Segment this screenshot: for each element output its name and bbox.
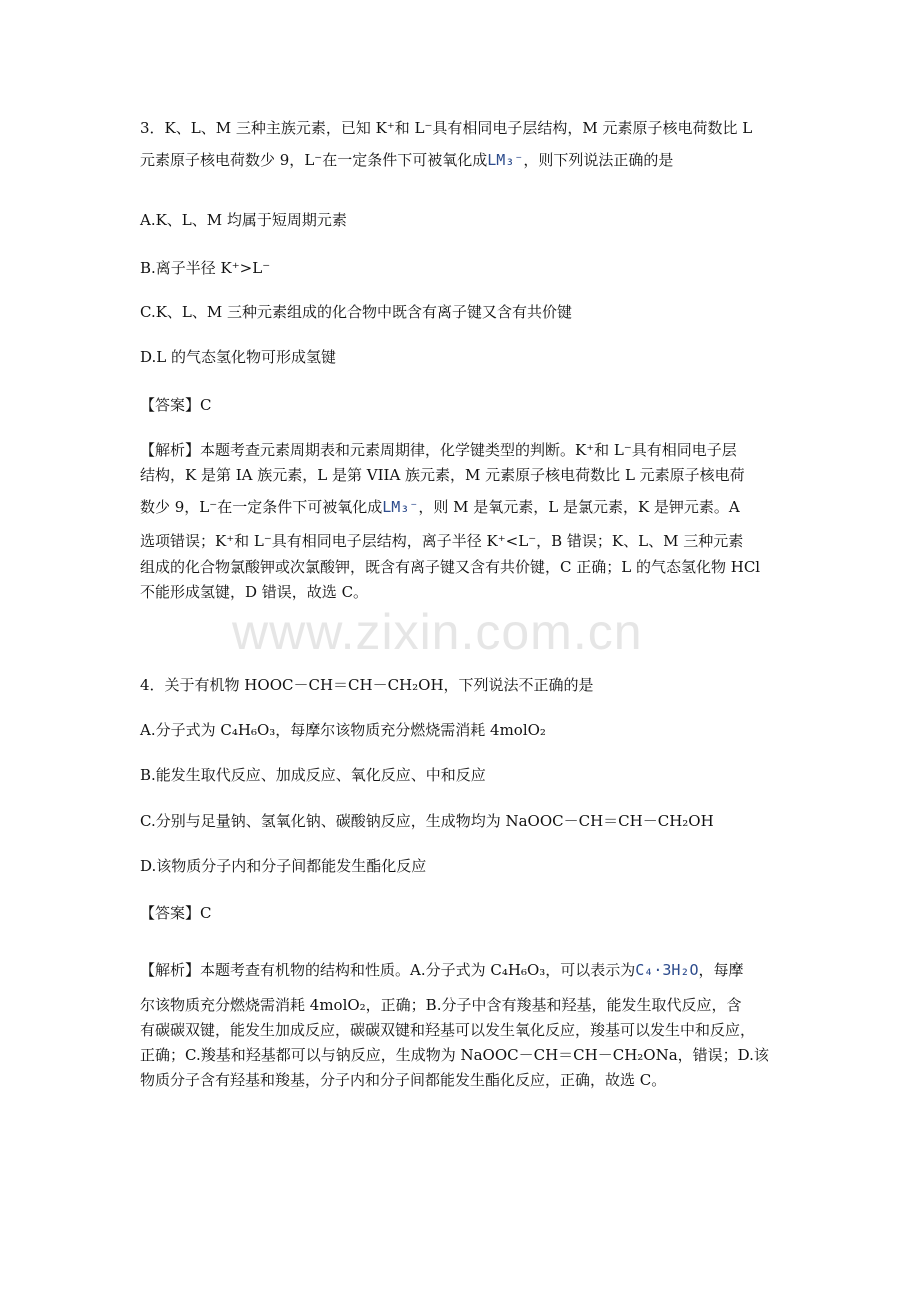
q4-answer: 【答案】C (140, 904, 212, 922)
q4-analysis-line-5: 物质分子含有羟基和羧基，分子内和分子间都能发生酯化反应，正确，故选 C。 (140, 1071, 667, 1089)
q3-analysis-line-3 (140, 497, 740, 517)
q4-option-b: B.能发生取代反应、加成反应、氧化反应、中和反应 (140, 766, 486, 784)
q4-option-d: D.该物质分子内和分子间都能发生酯化反应 (140, 857, 427, 875)
q3-option-c: C.K、L、M 三种元素组成的化合物中既含有离子键又含有共价键 (140, 303, 573, 321)
q4-option-c: C.分别与足量钠、氢氧化钠、碳酸钠反应，生成物均为 NaOOC－CH＝CH－CH₂OH (140, 812, 714, 830)
q3-analysis-line-3-text: 数少 9，L⁻在一定条件下可被氧化成 (140, 498, 383, 516)
formula-c4-3h2o-image: C₄·3H₂O (635, 961, 699, 979)
q4-analysis-line-2: 尔该物质充分燃烧需消耗 4molO₂，正确；B.分子中含有羧基和羟基，能发生取代反应，含 (140, 996, 742, 1014)
q4-analysis-line-1-text: 【解析】本题考查有机物的结构和性质。A.分子式为 C₄H₆O₃，可以表示为 (140, 961, 636, 979)
q3-option-a: A.K、L、M 均属于短周期元素 (140, 211, 347, 229)
q3-analysis-line-1: 【解析】本题考查元素周期表和元素周期律，化学键类型的判断。K⁺和 L⁻具有相同电子层 (140, 441, 737, 459)
watermark: www.zixin.com.cn (232, 604, 643, 660)
q3-analysis-line-4: 选项错误；K⁺和 L⁻具有相同电子层结构，离子半径 K⁺<L⁻，B 错误；K、L、M 三种元素 (140, 532, 744, 550)
q3-analysis-line-3-tail: ，则 M 是氧元素，L 是氯元素，K 是钾元素。A (418, 498, 740, 516)
q4-analysis-line-4: 正确；C.羧基和羟基都可以与钠反应，生成物为 NaOOC－CH＝CH－CH₂ONa，错误；D.该 (140, 1046, 769, 1064)
q4-analysis-line-1-tail: ，每摩 (698, 961, 744, 979)
q3-option-d: D.L 的气态氢化物可形成氢键 (140, 348, 336, 366)
q3-stem-line-2-tail: ，则下列说法正确的是 (523, 151, 674, 169)
q4-stem: 4．关于有机物 HOOC－CH＝CH－CH₂OH，下列说法不正确的是 (140, 676, 594, 694)
q3-analysis-line-2: 结构，K 是第 IA 族元素，L 是第 VIIA 族元素，M 元素原子核电荷数比 L 元素原子核电荷 (140, 466, 745, 484)
q3-analysis-line-6: 不能形成氢键，D 错误，故选 C。 (140, 583, 369, 601)
q4-analysis-line-3: 有碳碳双键，能发生加成反应，碳碳双键和羟基可以发生氧化反应，羧基可以发生中和反应， (140, 1021, 756, 1039)
formula-lm3-image: LM₃⁻ (382, 498, 419, 516)
formula-lm3-image: LM₃⁻ (487, 151, 524, 169)
q3-option-b: B.离子半径 K⁺>L⁻ (140, 259, 271, 277)
q3-stem-line-1: 3．K、L、M 三种主族元素，已知 K⁺和 L⁻具有相同电子层结构，M 元素原子核电荷数比 L (140, 119, 753, 137)
q3-stem-line-2-text: 元素原子核电荷数少 9，L⁻在一定条件下可被氧化成 (140, 151, 488, 169)
q4-option-a: A.分子式为 C₄H₆O₃，每摩尔该物质充分燃烧需消耗 4molO₂ (140, 721, 546, 739)
q3-answer: 【答案】C (140, 396, 212, 414)
q4-analysis-line-1 (140, 960, 744, 980)
q3-stem-line-2 (140, 150, 673, 170)
q3-analysis-line-5: 组成的化合物氯酸钾或次氯酸钾，既含有离子键又含有共价键，C 正确；L 的气态氢化物 HCl (140, 558, 761, 576)
